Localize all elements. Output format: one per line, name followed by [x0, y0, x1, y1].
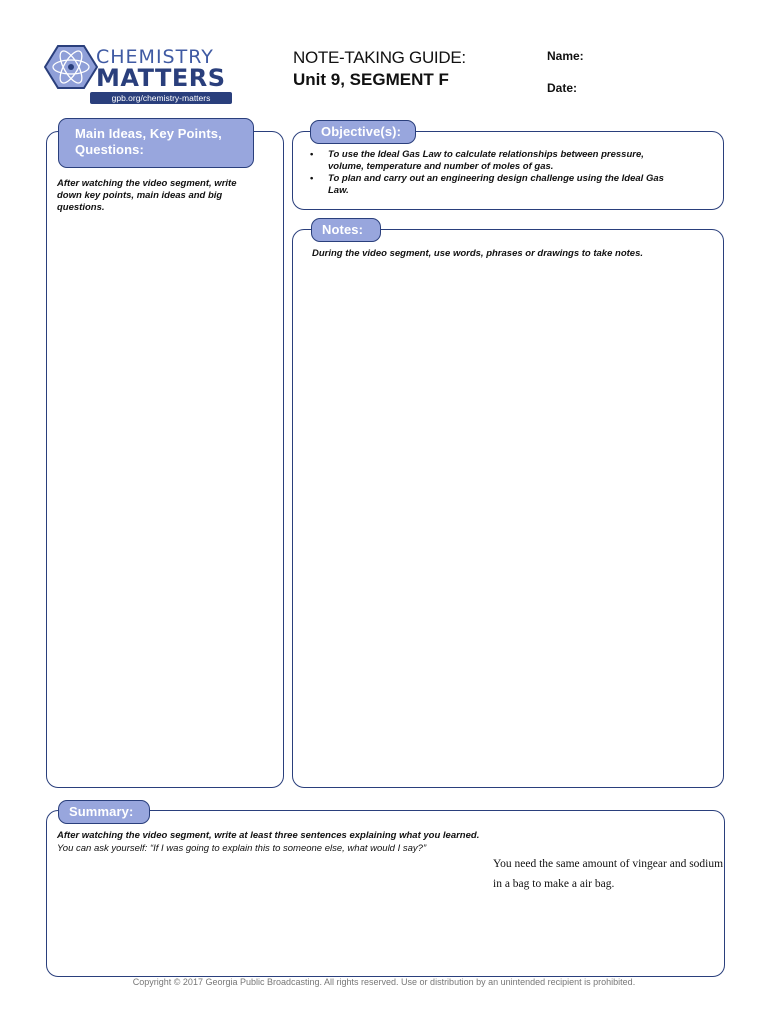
notes-tab: Notes: — [311, 218, 381, 242]
main-ideas-instruction-line2: down key points, main ideas and big — [57, 190, 223, 201]
date-label: Date: — [547, 81, 578, 95]
chemistry-matters-logo — [44, 44, 244, 106]
main-ideas-tab-line2: Questions: — [75, 142, 144, 157]
guide-title: NOTE-TAKING GUIDE: — [293, 48, 466, 67]
objective-item — [306, 149, 716, 173]
summary-tab: Summary: — [58, 800, 150, 824]
objective-item-line2: Law. — [328, 185, 349, 196]
objectives-list — [306, 149, 716, 197]
objective-item-line1: • To use the Ideal Gas Law to calculate relationships between pressure, — [328, 149, 644, 160]
unit-segment-title: Unit 9, SEGMENT F — [293, 70, 449, 89]
copyright-notice: Copyright © 2017 Georgia Public Broadcasting. All rights reserved. Use or distribution by an unintended recipient is prohibited. — [132, 977, 636, 987]
notes-box[interactable] — [292, 229, 724, 788]
main-ideas-box[interactable] — [46, 131, 284, 788]
objective-item — [306, 173, 716, 197]
main-ideas-tab — [58, 118, 254, 168]
objective-item-line2: volume, temperature and number of moles of gas. — [328, 161, 554, 172]
main-ideas-tab-line1: Main Ideas, Key Points, — [75, 126, 222, 141]
molecule-hexagon-icon — [44, 44, 98, 90]
notes-instruction: During the video segment, use words, phrases or drawings to take notes. — [312, 248, 643, 259]
logo-wordmark-chemistry: CHEMISTRY — [96, 46, 214, 68]
main-ideas-instruction-line3: questions. — [57, 202, 105, 213]
objectives-tab: Objective(s): — [310, 120, 416, 144]
logo-url[interactable]: gpb.org/chemistry-matters — [90, 92, 232, 104]
summary-prompt: You can ask yourself: “If I was going to explain this to someone else, what would I say?” — [57, 843, 427, 854]
logo-wordmark-matters: MATTERS — [96, 64, 226, 92]
main-ideas-instruction-line1: After watching the video segment, write — [57, 178, 237, 189]
summary-instruction: After watching the video segment, write at least three sentences explaining what you learned. — [57, 830, 480, 841]
objective-item-line1: • To plan and carry out an engineering design challenge using the Ideal Gas — [328, 173, 664, 184]
summary-answer-line1: You need the same amount of vingear and sodium — [493, 858, 724, 870]
name-label: Name: — [547, 49, 584, 63]
summary-answer[interactable] — [493, 854, 768, 894]
summary-answer-line2: in a bag to make a air bag. — [493, 878, 615, 890]
main-ideas-instruction — [57, 178, 279, 214]
